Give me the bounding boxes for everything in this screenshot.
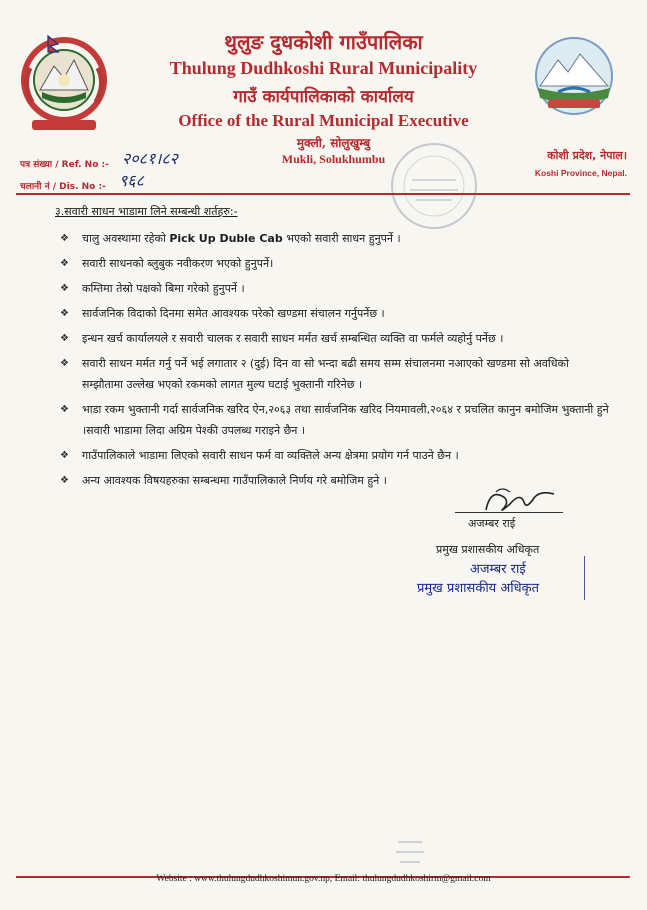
stamp-border [584,556,585,600]
bullet-icon: ❖ [60,404,69,415]
list-item: ❖ गाउँपालिकाले भाडामा लिएको सवारी साधन फर्म वा व्यक्तिले अन्य क्षेत्रमा प्रयोग गर्न पाउने छैन । [40,445,610,466]
bullet-icon: ❖ [60,258,69,269]
section-title: ३.सवारी साधन भाडामा लिने सम्बन्धी शर्तहरु:- [55,205,238,218]
signatory-name: अजम्बर राई [468,517,516,530]
list-item: ❖ सार्वजनिक विदाको दिनमा समेत आवश्यक परेको खण्डमा संचालन गर्नुपर्नेछ । [40,303,610,324]
bullet-icon: ❖ [60,333,69,344]
footer-contact: Website : www.thulungdudhkoshimun.gov.np, Email: thulungdudhkoshirm@gmail.com [156,874,491,884]
signature-line [455,512,563,513]
list-item: ❖ सवारी साधनको ब्लुबुक नवीकरण भएको हुनुपर्ने। [40,253,610,274]
list-item: ❖ अन्य आवश्यक विषयहरुका सम्बन्धमा गाउँपालिकाले निर्णय गरे बमोजिम हुने । [40,470,610,491]
ref-label: पत्र संख्या / Ref. No :- [20,160,109,170]
bullet-icon: ❖ [60,283,69,294]
header-office-english: Office of the Rural Municipal Executive [178,111,469,130]
list-item: ❖ इन्धन खर्च कार्यालयले र सवारी चालक र सवारी साधन मर्मत खर्च सम्बन्धित व्यक्ति वा फर्मले व्यहोर्नु पर्नेछ । [40,328,610,349]
stamp-name: अजम्बर राई [470,562,526,577]
faint-stamp-icon [390,832,430,874]
header-title-english: Thulung Dudhkoshi Rural Municipality [169,58,478,78]
dispatch-number [20,172,144,194]
dis-label: चलानी नं / Dis. No :- [20,182,106,192]
stamp-title: प्रमुख प्रशासकीय अधिकृत [417,581,540,596]
header-place-nepali: मुक्ली, सोलुखुम्बु [296,136,371,150]
header-divider [16,193,630,195]
conditions-list [40,228,610,495]
list-item: ❖ सवारी साधन मर्मत गर्नु पर्ने भई लगातार २ (दुई) दिन वा सो भन्दा बढी समय सम्म संचालनमा नआएको खण्डमा सो अवधिको सम्झौतामा उल्लेख भएको रकमको लागत मुल्य घटाई भुक्तानी गरिनेछ । [40,353,610,395]
bullet-icon: ❖ [60,450,69,461]
letterhead [0,0,647,200]
list-item: ❖ चालु अवस्थामा रहेको Pick Up Duble Cab भएको सवारी साधन हुनुपर्ने । [40,228,610,249]
header-office-nepali: गाउँ कार्यपालिकाको कार्यालय [233,87,414,107]
office-stamp-icon [388,140,480,232]
list-item: ❖ कम्तिमा तेस्रो पक्षको बिमा गरेको हुनुपर्ने । [40,278,610,299]
bullet-icon: ❖ [60,475,69,486]
province-english: Koshi Province, Nepal. [534,168,627,178]
bullet-icon: ❖ [60,233,69,244]
header-place-english: Mukli, Solukhumbu [281,152,386,166]
signatory-title: प्रमुख प्रशासकीय अधिकृत [436,543,540,556]
header-title-nepali: थुलुङ दुधकोशी गाउँपालिका [224,30,423,54]
bullet-icon: ❖ [60,358,69,369]
list-item: ❖ भाडा रकम भुक्तानी गर्दा सार्वजनिक खरिद ऐन,२०६३ तथा सार्वजनिक खरिद नियमावली,२०६४ र प्रचलित कानुन बमोजिम भुक्तानी हुने ।सवारी भाडामा लिदा अग्रिम पेश्की उपलब्ध गराइने छैन । [40,399,610,441]
dis-value: ९६८ [118,171,144,190]
ref-number [20,150,178,172]
bullet-icon: ❖ [60,308,69,319]
ref-value: २०८१।८२ [122,149,178,168]
province-nepali: कोशी प्रदेश, नेपाल। [547,149,627,162]
